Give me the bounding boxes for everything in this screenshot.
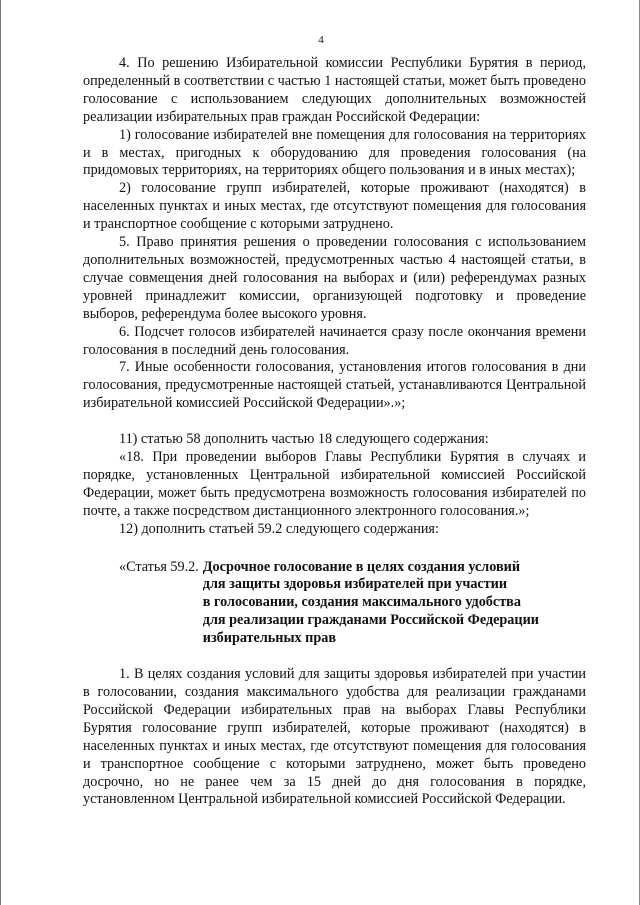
article-title-line: для реализации гражданами Российской Федерации [202, 612, 539, 629]
article-title-line: в голосовании, создания максимального удобства [202, 594, 521, 611]
article-title [203, 559, 539, 649]
article-label: «Статья 59.2. [119, 558, 199, 575]
paragraph-part-4: 4. По решению Избирательной комиссии Республики Бурятия в период, определенный в соответствии с частью 1 настоящей статьи, может быть проведено голосование с использованием следующих дополнительных возможностей реализации избирательных прав граждан Российской Федерации: [83, 55, 586, 125]
paragraph-amendment-12: 12) дополнить статьей 59.2 следующего содержания: [119, 520, 439, 537]
spacer [83, 539, 586, 557]
spacer [83, 413, 586, 431]
article-title-line: для защиты здоровья избирателей при участии [202, 576, 508, 593]
page-number: 4 [318, 34, 324, 46]
paragraph-part-18: «18. При проведении выборов Главы Республики Бурятия в случаях и порядке, установленных Центральной избирательной комиссией Российской Федерации, может быть предусмотрена возможность голосования избирателей по почте, а также посредством дистанционного электронного голосования.»; [83, 449, 586, 519]
paragraph-item-1: 1) голосование избирателей вне помещения для голосования на территориях и в местах, пригодных к оборудованию для проведения голосования (на придомовых территориях, на территориях общего пользования и в иных местах); [83, 126, 586, 179]
document-body [83, 55, 586, 809]
paragraph-part-6: 6. Подсчет голосов избирателей начинается сразу после окончания времени голосования в последний день голосования. [83, 323, 586, 358]
spacer [83, 648, 586, 666]
paragraph-item-2: 2) голосование групп избирателей, которые проживают (находятся) в населенных пунктах и иных местах, где отсутствуют помещения для голосования и транспортное сообщение с которыми затруднено. [83, 180, 586, 233]
paragraph-amendment-11: 11) статью 58 дополнить частью 18 следующего содержания: [119, 431, 489, 448]
article-heading [119, 559, 586, 649]
paragraph-part-5: 5. Право принятия решения о проведении голосования с использованием дополнительных возможностей, предусмотренных частью 4 настоящей статьи, в случае совмещения дней голосования на выборах и (или) референдумах разных уровней принадлежит комиссии, организующей подготовку и проведение выборов, референдума более высокого уровня. [83, 234, 586, 322]
article-title-line: избирательных прав [202, 630, 336, 647]
paragraph-part-7: 7. Иные особенности голосования, установления итогов голосования в дни голосования, предусмотренные настоящей статьей, устанавливаются Центральной избирательной комиссией Российской Федерации».»; [83, 359, 586, 412]
article-title-line: Досрочное голосование в целях создания условий [202, 558, 521, 575]
paragraph-article-part-1: 1. В целях создания условий для защиты здоровья избирателей при участии в голосовании, создания максимального удобства для реализации гражданами Российской Федерации избирательных прав на выборах Главы Республики Бурятия голосование групп избирателей, которые проживают (находятся) в населенных пунктах и иных местах, где отсутствуют помещения для голосования и транспортное сообщение с которыми затруднено, может быть проведено досрочно, но не ранее чем за 15 дней до дня голосования в порядке, установленном Центральной избирательной комиссией Российской Федерации. [83, 666, 586, 808]
